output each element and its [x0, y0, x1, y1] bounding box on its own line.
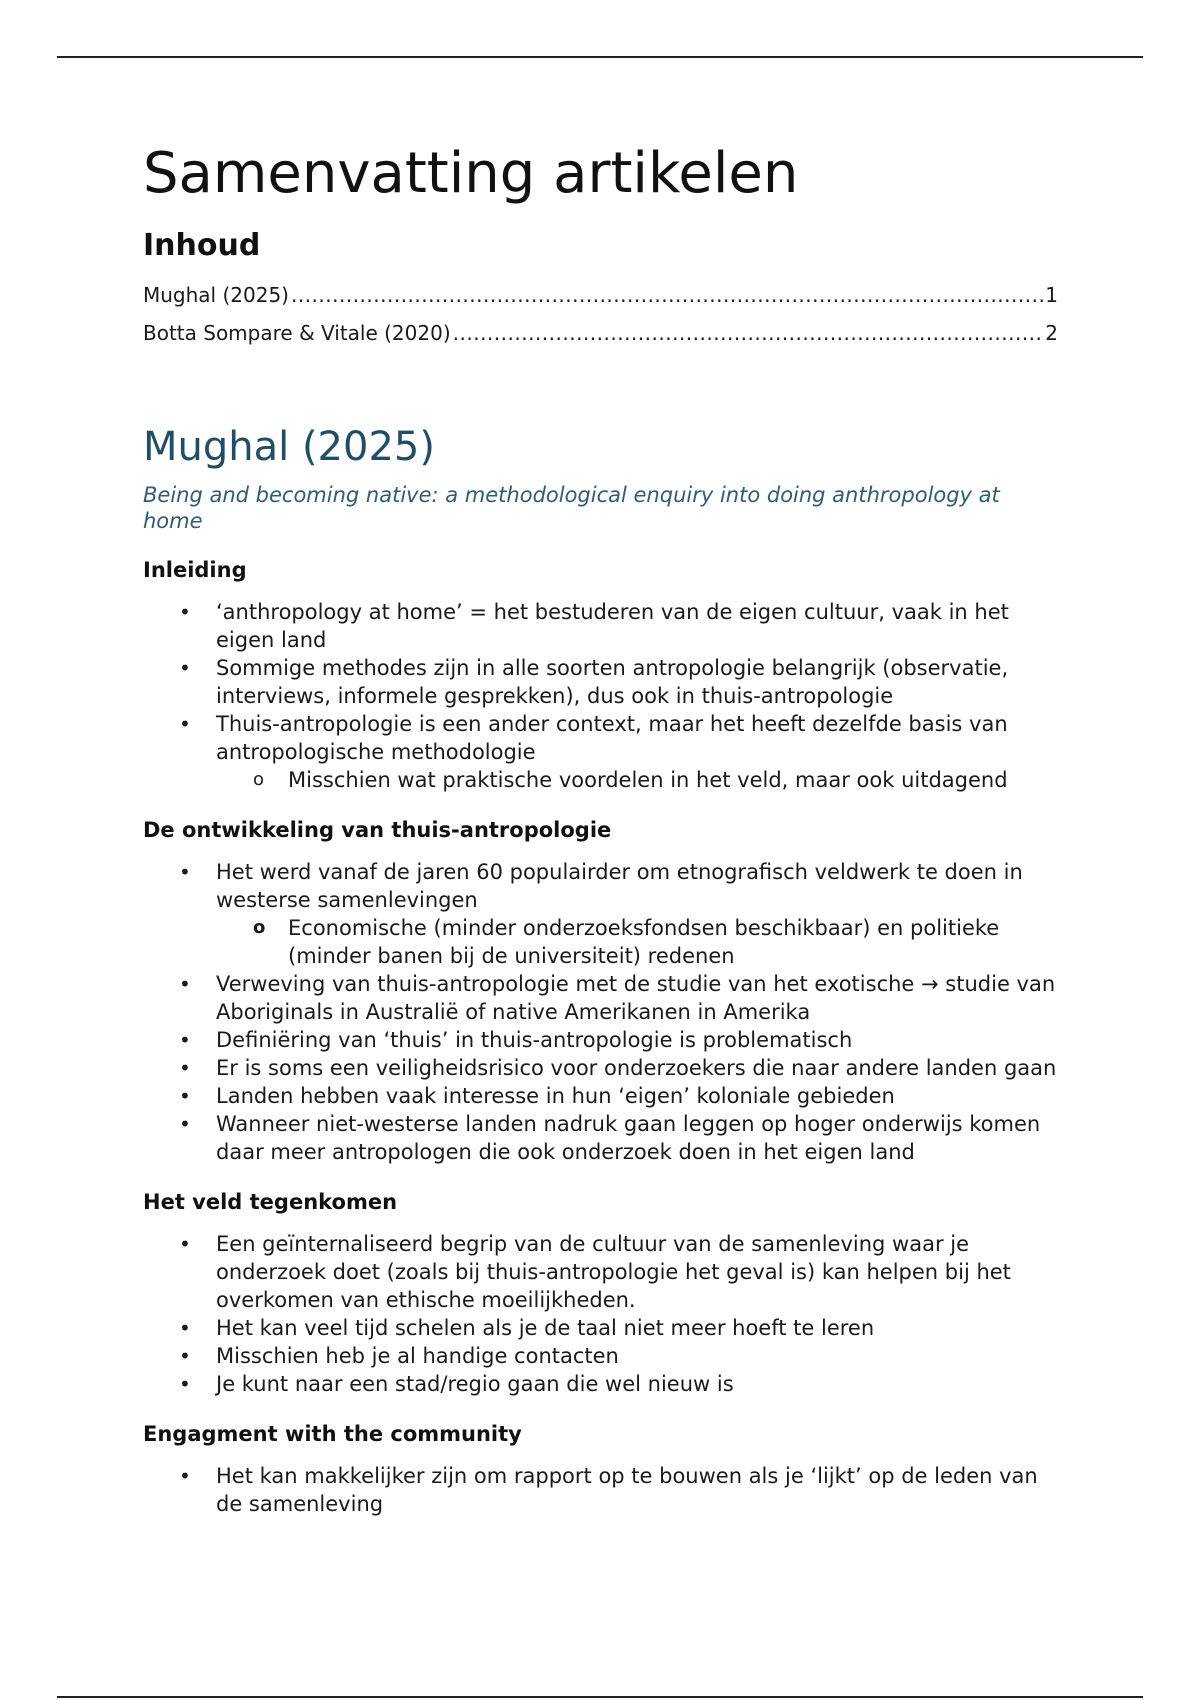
- list-item-text: Misschien wat praktische voordelen in het veld, maar ook uitdagend: [288, 768, 1008, 792]
- header-rule: [57, 56, 1143, 58]
- bullet-icon: •: [179, 860, 191, 884]
- subsections: [143, 556, 1058, 1518]
- toc-entry[interactable]: [143, 276, 1058, 314]
- subsection-heading: Inleiding: [143, 558, 247, 582]
- subsection-heading: Engagment with the community: [143, 1422, 522, 1446]
- bullet-icon: •: [179, 972, 191, 996]
- bullet-icon: •: [179, 712, 191, 736]
- list-item: [143, 1342, 1058, 1370]
- toc-entry[interactable]: [143, 314, 1058, 352]
- list-item-text: ‘anthropology at home’ = het bestuderen van de eigen cultuur, vaak in het eigen land: [216, 600, 1009, 652]
- list-item: [143, 1230, 1058, 1314]
- sub-bullet-icon: o: [253, 917, 266, 938]
- list-item: [143, 914, 1058, 970]
- list-item: [143, 710, 1058, 766]
- toc-leader-dots: [291, 276, 1043, 314]
- bullet-icon: •: [179, 1112, 191, 1136]
- table-of-contents: [143, 276, 1058, 352]
- list-item: [143, 1462, 1058, 1518]
- section-subtitle: Being and becoming native: a methodological enquiry into doing anthropology at home: [143, 483, 1000, 533]
- list-item-text: Thuis-antropologie is een ander context, maar het heeft dezelfde basis van antropologische methodologie: [216, 712, 1008, 764]
- document-body: [143, 138, 1058, 1518]
- list-item-text: Economische (minder onderzoeksfondsen beschikbaar) en politieke (minder banen bij de universiteit) redenen: [288, 916, 1000, 968]
- toc-entry-page: 1: [1045, 283, 1058, 307]
- bullet-icon: •: [179, 1232, 191, 1256]
- subsection-heading: Het veld tegenkomen: [143, 1190, 398, 1214]
- list-item-text: Definiëring van ‘thuis’ in thuis-antropologie is problematisch: [216, 1028, 853, 1052]
- bullet-icon: •: [179, 1084, 191, 1108]
- bullet-icon: •: [179, 1464, 191, 1488]
- list-item-text: Sommige methodes zijn in alle soorten antropologie belangrijk (observatie, interviews, informele gesprekken), dus ook in thuis-antropologie: [216, 656, 1009, 708]
- bullet-icon: •: [179, 600, 191, 624]
- list-item-text: Misschien heb je al handige contacten: [216, 1344, 619, 1368]
- list-item-text: Wanneer niet-westerse landen nadruk gaan leggen op hoger onderwijs komen daar meer antropologen die ook onderzoek doen in het eigen land: [216, 1112, 1041, 1164]
- bullet-list: [143, 1230, 1058, 1398]
- list-item: [143, 598, 1058, 654]
- sub-bullet-icon: o: [253, 769, 265, 790]
- footer-rule: [57, 1696, 1143, 1698]
- list-item: [143, 970, 1058, 1026]
- bullet-icon: •: [179, 1344, 191, 1368]
- toc-leader-dots: [453, 314, 1044, 352]
- bullet-list: [143, 1462, 1058, 1518]
- bullet-icon: •: [179, 656, 191, 680]
- bullet-list: [143, 598, 1058, 794]
- list-item: [143, 1370, 1058, 1398]
- list-item-text: Je kunt naar een stad/regio gaan die wel nieuw is: [216, 1372, 734, 1396]
- bullet-icon: •: [179, 1056, 191, 1080]
- list-item: [143, 654, 1058, 710]
- list-item-text: Verweving van thuis-antropologie met de studie van het exotische → studie van Aboriginals in Australië of native Amerikanen in Amerika: [216, 972, 1056, 1024]
- list-item: [143, 1082, 1058, 1110]
- document-title: Samenvatting artikelen: [143, 141, 799, 206]
- list-item-text: Het kan veel tijd schelen als je de taal niet meer hoeft te leren: [216, 1316, 875, 1340]
- list-item: [143, 1110, 1058, 1166]
- bullet-icon: •: [179, 1372, 191, 1396]
- list-item-text: Een geïnternaliseerd begrip van de cultuur van de samenleving waar je onderzoek doet (zoals bij thuis-antropologie het geval is) kan helpen bij het overkomen van ethische moeilijkheden.: [216, 1232, 1011, 1312]
- list-item: [143, 1054, 1058, 1082]
- list-item-text: Het kan makkelijker zijn om rapport op te bouwen als je ‘lijkt’ op de leden van de samenleving: [216, 1464, 1038, 1516]
- list-item: [143, 1314, 1058, 1342]
- bullet-icon: •: [179, 1028, 191, 1052]
- list-item-text: Landen hebben vaak interesse in hun ‘eigen’ koloniale gebieden: [216, 1084, 895, 1108]
- list-item: [143, 858, 1058, 914]
- list-item: [143, 766, 1058, 794]
- section-title: Mughal (2025): [143, 424, 435, 470]
- toc-entry-label: Mughal (2025): [143, 283, 289, 307]
- toc-entry-page: 2: [1045, 321, 1058, 345]
- bullet-icon: •: [179, 1316, 191, 1340]
- list-item-text: Het werd vanaf de jaren 60 populairder om etnografisch veldwerk te doen in westerse samenlevingen: [216, 860, 1023, 912]
- toc-entry-label: Botta Sompare & Vitale (2020): [143, 321, 451, 345]
- bullet-list: [143, 858, 1058, 1166]
- list-item: [143, 1026, 1058, 1054]
- list-item-text: Er is soms een veiligheidsrisico voor onderzoekers die naar andere landen gaan: [216, 1056, 1057, 1080]
- toc-heading: Inhoud: [143, 228, 261, 263]
- subsection-heading: De ontwikkeling van thuis-antropologie: [143, 818, 612, 842]
